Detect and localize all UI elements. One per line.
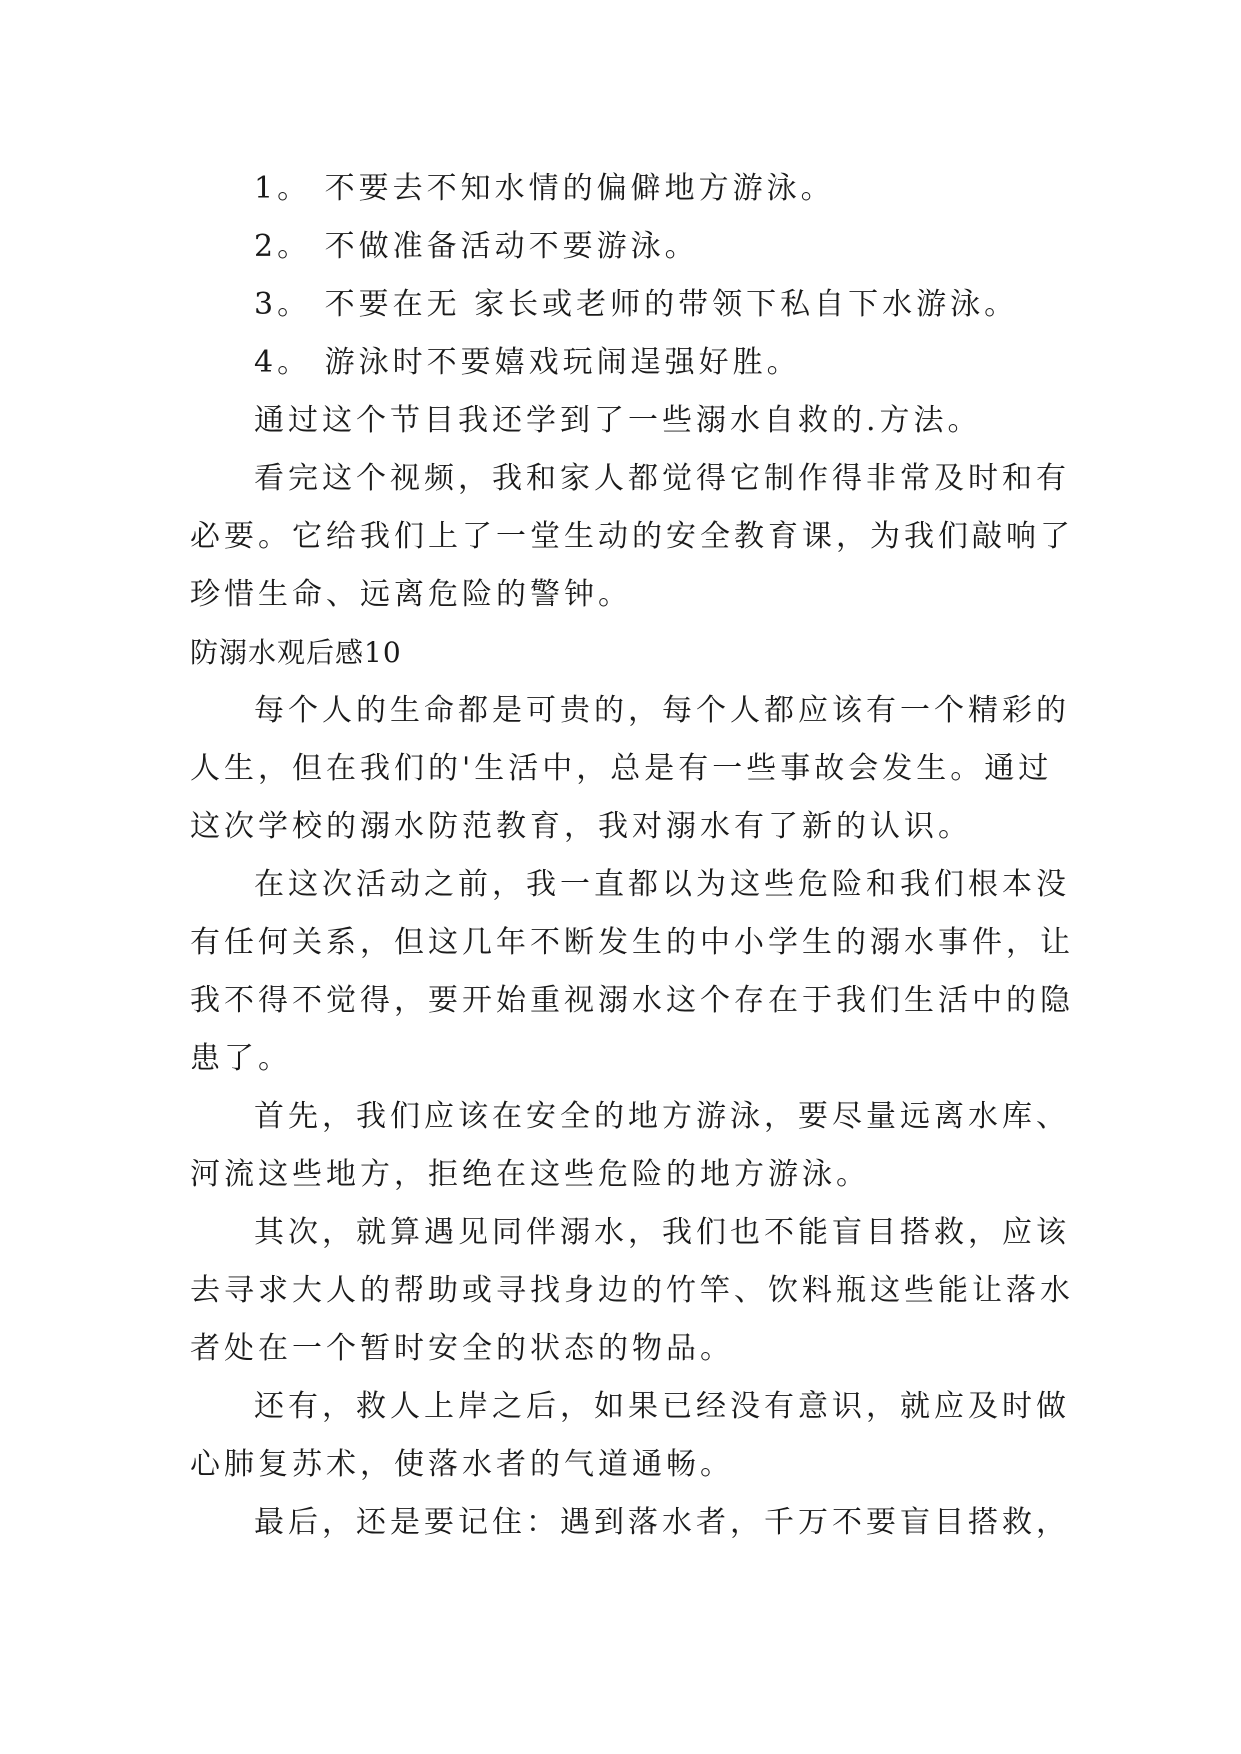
paragraph-line: 每个人的生命都是可贵的，每个人都应该有一个精彩的 (254, 693, 1070, 728)
paragraph-line: 人生，但在我们的'生活中，总是有一些事故会发生。通过 (190, 751, 1053, 786)
paragraph-line: 在这次活动之前，我一直都以为这些危险和我们根本没 (254, 867, 1070, 902)
paragraph-line: 心肺复苏术，使落水者的气道通畅。 (190, 1447, 734, 1482)
paragraph-line: 有任何关系，但这几年不断发生的中小学生的溺水事件，让 (190, 925, 1074, 960)
paragraph-line: 通过这个节目我还学到了一些溺水自救的.方法。 (254, 403, 982, 438)
paragraph-line: 者处在一个暂时安全的状态的物品。 (190, 1331, 734, 1366)
paragraph-line: 必要。它给我们上了一堂生动的安全教育课，为我们敲响了 (190, 519, 1074, 554)
paragraph-line: 还有，救人上岸之后，如果已经没有意识，就应及时做 (254, 1389, 1070, 1424)
paragraph-line: 珍惜生命、远离危险的警钟。 (190, 577, 632, 612)
document-body (190, 160, 1074, 1552)
paragraph-line: 我不得不觉得，要开始重视溺水这个存在于我们生活中的隐 (190, 983, 1074, 1018)
list-item-1: 1。 不要去不知水情的偏僻地方游泳。 (254, 171, 835, 206)
paragraph-line: 这次学校的溺水防范教育，我对溺水有了新的认识。 (190, 809, 972, 844)
paragraph-line: 首先，我们应该在安全的地方游泳，要尽量远离水库、 (254, 1099, 1070, 1134)
paragraph-line: 去寻求大人的帮助或寻找身边的竹竿、饮料瓶这些能让落水 (190, 1273, 1074, 1308)
list-item-2: 2。 不做准备活动不要游泳。 (254, 229, 699, 264)
paragraph-line: 最后，还是要记住：遇到落水者，千万不要盲目搭救， (254, 1505, 1070, 1540)
list-item-4: 4。 游泳时不要嬉戏玩闹逞强好胜。 (254, 345, 801, 380)
paragraph-line: 患了。 (190, 1041, 292, 1076)
paragraph-line: 看完这个视频，我和家人都觉得它制作得非常及时和有 (254, 461, 1070, 496)
paragraph-line: 其次，就算遇见同伴溺水，我们也不能盲目搭救，应该 (254, 1215, 1070, 1250)
list-item-3: 3。 不要在无 家长或老师的带领下私自下水游泳。 (254, 287, 1019, 322)
paragraph-line: 河流这些地方，拒绝在这些危险的地方游泳。 (190, 1157, 870, 1192)
section-heading: 防溺水观后感10 (190, 636, 402, 669)
